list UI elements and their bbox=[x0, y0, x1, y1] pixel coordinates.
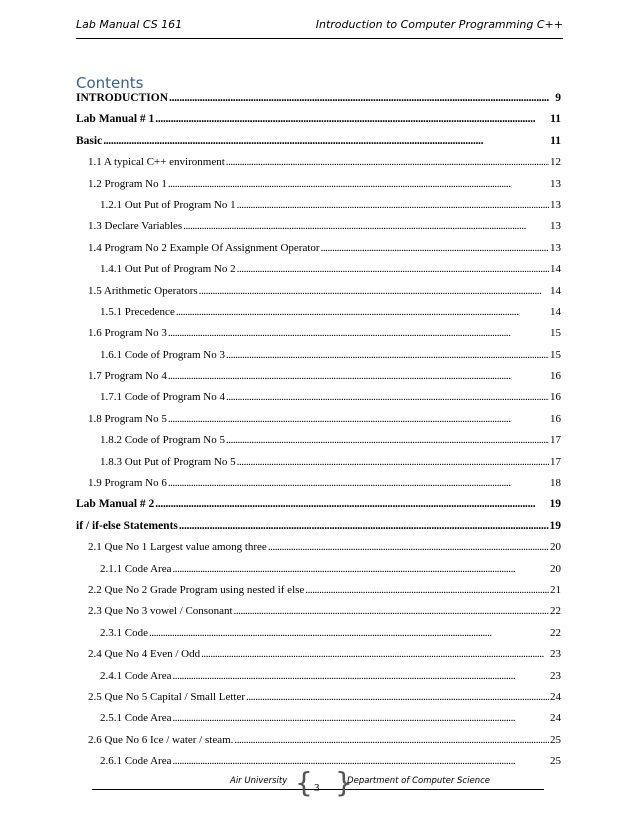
toc-dot-leader bbox=[237, 199, 549, 211]
page-footer bbox=[92, 766, 544, 800]
toc-entry-page: 19 bbox=[549, 519, 561, 532]
toc-entry[interactable] bbox=[76, 391, 561, 412]
toc-dot-leader bbox=[234, 605, 549, 617]
toc-entry-title: 1.5 Arithmetic Operators bbox=[88, 284, 198, 297]
toc-entry[interactable] bbox=[76, 113, 561, 134]
toc-entry-page: 15 bbox=[550, 348, 561, 361]
toc-entry-page: 11 bbox=[550, 113, 561, 126]
toc-entry-title: 1.4 Program No 2 Example Of Assignment Operator bbox=[88, 241, 320, 254]
toc-entry-title: 2.1 Que No 1 Largest value among three bbox=[88, 541, 267, 554]
left-brace-icon: { bbox=[295, 766, 313, 799]
toc-entry-title: 2.4 Que No 4 Even / Odd bbox=[88, 648, 201, 661]
toc-entry[interactable] bbox=[76, 605, 561, 626]
toc-entry-page: 14 bbox=[550, 263, 561, 276]
toc-entry-page: 17 bbox=[550, 455, 561, 468]
toc-entry[interactable] bbox=[76, 670, 561, 691]
toc-dot-leader bbox=[168, 477, 549, 489]
toc-entry-page: 13 bbox=[550, 198, 561, 211]
toc-dot-leader bbox=[155, 113, 549, 125]
header-left: Lab Manual CS 161 bbox=[76, 18, 183, 31]
toc-entry[interactable] bbox=[76, 627, 561, 648]
toc-entry-title: INTRODUCTION bbox=[76, 92, 169, 104]
toc-dot-leader bbox=[234, 734, 549, 746]
toc-entry-title: 2.3.1 Code bbox=[100, 626, 148, 639]
toc-dot-leader bbox=[155, 498, 548, 510]
toc-entry-title: Lab Manual # 1 bbox=[76, 113, 155, 126]
toc-entry[interactable] bbox=[76, 584, 561, 605]
toc-entry-page: 19 bbox=[549, 498, 561, 511]
toc-dot-leader bbox=[226, 349, 549, 361]
toc-entry-page: 13 bbox=[550, 241, 561, 254]
toc-dot-leader bbox=[237, 263, 549, 275]
toc-entry-title: 1.7.1 Code of Program No 4 bbox=[100, 391, 225, 404]
toc-dot-leader bbox=[172, 670, 549, 682]
toc-dot-leader bbox=[172, 755, 549, 767]
toc-entry-title: 1.1 A typical C++ environment bbox=[88, 156, 225, 169]
toc-entry-title: 1.4.1 Out Put of Program No 2 bbox=[100, 263, 236, 276]
toc-entry[interactable] bbox=[76, 498, 561, 519]
toc-entry[interactable] bbox=[76, 306, 561, 327]
toc-dot-leader bbox=[149, 627, 549, 639]
toc-dot-leader bbox=[168, 327, 549, 339]
toc-entry[interactable] bbox=[76, 563, 561, 584]
page-header bbox=[76, 16, 563, 39]
toc-entry[interactable] bbox=[76, 135, 561, 156]
toc-entry-page: 24 bbox=[550, 690, 561, 703]
toc-entry-title: Basic bbox=[76, 134, 103, 147]
toc-entry-page: 15 bbox=[550, 327, 561, 340]
toc-dot-leader bbox=[246, 691, 549, 703]
toc-entry-title: 2.5.1 Code Area bbox=[100, 712, 172, 725]
toc-entry-title: 1.8.2 Code of Program No 5 bbox=[100, 434, 225, 447]
toc-entry[interactable] bbox=[76, 370, 561, 391]
toc-entry-title: 2.3 Que No 3 vowel / Consonant bbox=[88, 605, 233, 618]
toc-entry[interactable] bbox=[76, 541, 561, 562]
toc-entry-page: 18 bbox=[550, 477, 561, 490]
toc-entry-page: 14 bbox=[550, 284, 561, 297]
toc-dot-leader bbox=[168, 370, 549, 382]
toc-entry[interactable] bbox=[76, 285, 561, 306]
toc-entry-page: 20 bbox=[550, 541, 561, 554]
contents-heading: Contents bbox=[76, 74, 144, 92]
toc-entry-page: 17 bbox=[550, 434, 561, 447]
toc-entry-title: 1.3 Declare Variables bbox=[88, 220, 183, 233]
toc-dot-leader bbox=[172, 712, 549, 724]
toc-entry[interactable] bbox=[76, 156, 561, 177]
toc-dot-leader bbox=[201, 648, 549, 660]
toc-entry[interactable] bbox=[76, 648, 561, 669]
toc-dot-leader bbox=[168, 413, 549, 425]
toc-entry-title: 1.6 Program No 3 bbox=[88, 327, 167, 340]
toc-entry-title: 1.8.3 Out Put of Program No 5 bbox=[100, 455, 236, 468]
toc-dot-leader bbox=[176, 306, 549, 318]
toc-entry[interactable] bbox=[76, 199, 561, 220]
toc-dot-leader bbox=[321, 242, 549, 254]
toc-entry-title: 1.2 Program No 1 bbox=[88, 177, 167, 190]
toc-dot-leader bbox=[268, 541, 549, 553]
table-of-contents bbox=[76, 92, 561, 777]
toc-entry-page: 16 bbox=[550, 412, 561, 425]
toc-entry-title: if / if-else Statements bbox=[76, 519, 178, 532]
footer-right: Department of Computer Science bbox=[347, 776, 490, 786]
toc-entry-page: 16 bbox=[550, 370, 561, 383]
toc-entry-page: 22 bbox=[550, 626, 561, 639]
toc-entry-title: 1.2.1 Out Put of Program No 1 bbox=[100, 198, 236, 211]
toc-entry[interactable] bbox=[76, 712, 561, 733]
toc-entry-page: 13 bbox=[550, 220, 561, 233]
toc-entry-page: 22 bbox=[550, 605, 561, 618]
toc-entry-page: 16 bbox=[550, 391, 561, 404]
toc-entry-title: 2.6.1 Code Area bbox=[100, 755, 172, 768]
toc-entry[interactable] bbox=[76, 349, 561, 370]
toc-dot-leader bbox=[226, 391, 549, 403]
right-brace-icon: } bbox=[335, 766, 353, 799]
toc-entry[interactable] bbox=[76, 242, 561, 263]
toc-dot-leader bbox=[168, 178, 549, 190]
toc-entry-page: 14 bbox=[550, 305, 561, 318]
toc-dot-leader bbox=[226, 156, 549, 168]
toc-entry-page: 25 bbox=[550, 755, 561, 768]
toc-entry-page: 23 bbox=[550, 648, 561, 661]
toc-entry-title: 2.6 Que No 6 Ice / water / steam. bbox=[88, 733, 234, 746]
toc-entry-page: 25 bbox=[550, 733, 561, 746]
toc-entry[interactable] bbox=[76, 734, 561, 755]
toc-entry-page: 21 bbox=[550, 583, 561, 596]
toc-entry-title: 1.8 Program No 5 bbox=[88, 412, 167, 425]
toc-entry-page: 20 bbox=[550, 562, 561, 575]
toc-entry[interactable] bbox=[76, 92, 561, 113]
toc-entry-title: 1.7 Program No 4 bbox=[88, 370, 167, 383]
toc-entry[interactable] bbox=[76, 520, 561, 541]
toc-entry-title: 2.5 Que No 5 Capital / Small Letter bbox=[88, 690, 246, 703]
toc-entry-page: 11 bbox=[550, 134, 561, 147]
toc-entry[interactable] bbox=[76, 263, 561, 284]
toc-entry[interactable] bbox=[76, 456, 561, 477]
toc-dot-leader bbox=[169, 92, 554, 104]
toc-entry[interactable] bbox=[76, 477, 561, 498]
toc-dot-leader bbox=[199, 285, 549, 297]
toc-entry-title: 2.4.1 Code Area bbox=[100, 669, 172, 682]
toc-dot-leader bbox=[183, 220, 549, 232]
toc-entry[interactable] bbox=[76, 220, 561, 241]
toc-entry-page: 23 bbox=[550, 669, 561, 682]
toc-entry-page: 9 bbox=[555, 92, 561, 104]
toc-entry-title: Lab Manual # 2 bbox=[76, 498, 155, 511]
toc-entry-page: 13 bbox=[550, 177, 561, 190]
toc-dot-leader bbox=[172, 563, 549, 575]
toc-dot-leader bbox=[179, 520, 549, 532]
toc-entry-title: 1.6.1 Code of Program No 3 bbox=[100, 348, 225, 361]
toc-dot-leader bbox=[103, 135, 549, 147]
footer-left: Air University bbox=[230, 776, 288, 786]
footer-page-number: 3 bbox=[314, 782, 320, 794]
toc-entry-title: 2.1.1 Code Area bbox=[100, 562, 172, 575]
toc-entry-title: 1.5.1 Precedence bbox=[100, 305, 175, 318]
toc-dot-leader bbox=[305, 584, 549, 596]
toc-entry[interactable] bbox=[76, 327, 561, 348]
toc-entry[interactable] bbox=[76, 691, 561, 712]
toc-entry[interactable] bbox=[76, 413, 561, 434]
toc-dot-leader bbox=[226, 434, 549, 446]
toc-entry[interactable] bbox=[76, 178, 561, 199]
toc-entry-page: 24 bbox=[550, 712, 561, 725]
header-right: Introduction to Computer Programming C++ bbox=[315, 18, 563, 31]
toc-entry-page: 12 bbox=[550, 156, 561, 169]
toc-entry-title: 2.2 Que No 2 Grade Program using nested if else bbox=[88, 583, 305, 596]
toc-entry-title: 1.9 Program No 6 bbox=[88, 477, 167, 490]
toc-entry[interactable] bbox=[76, 434, 561, 455]
toc-dot-leader bbox=[237, 456, 549, 468]
